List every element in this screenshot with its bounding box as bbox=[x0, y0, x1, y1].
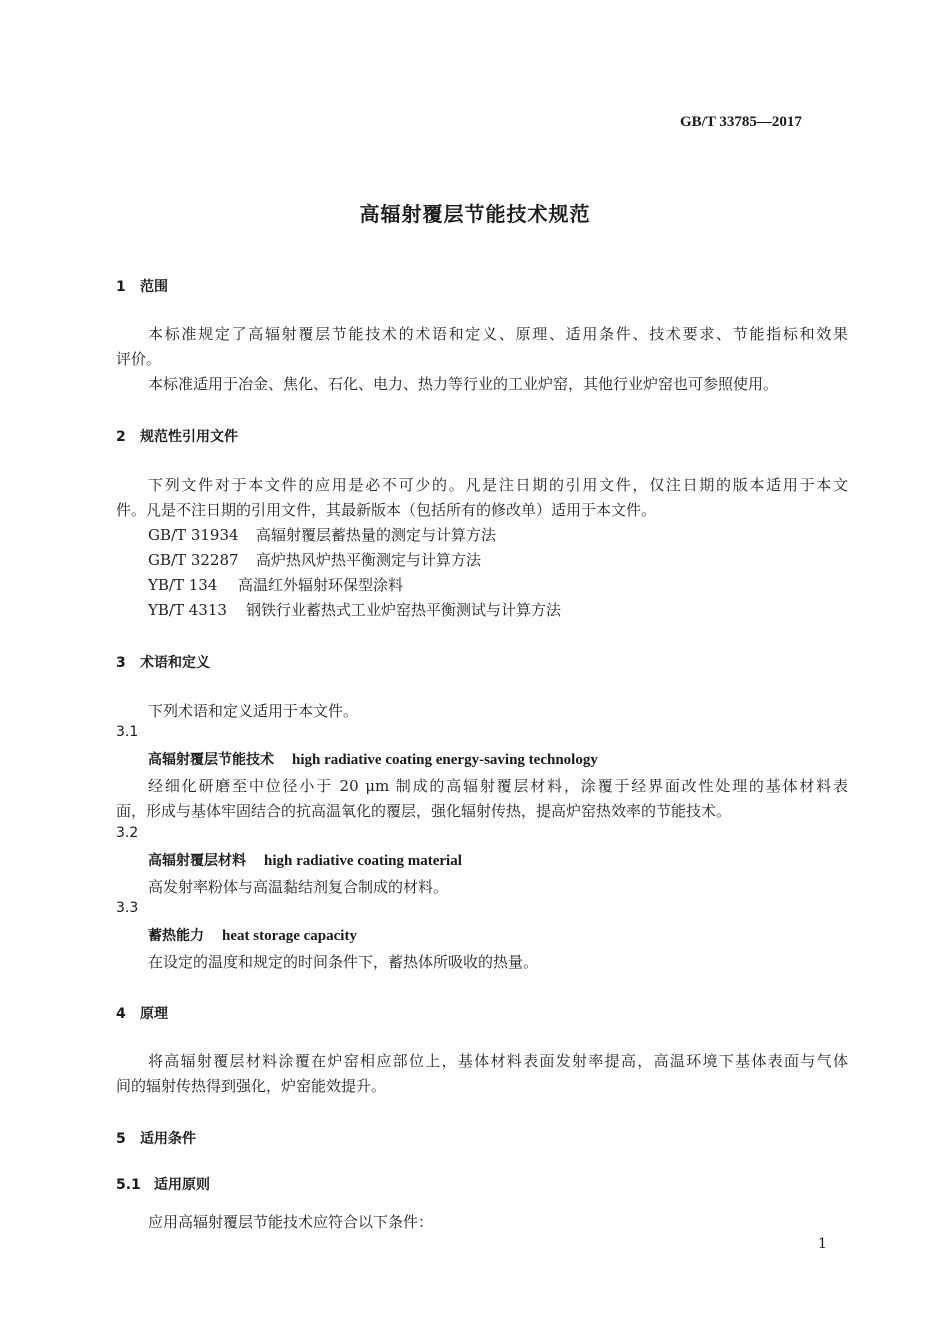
section-4-paragraph-line-2: 间的辐射传热得到强化，炉窑能效提升。 bbox=[116, 1077, 387, 1095]
reference-title: 高温红外辐射环保型涂料 bbox=[238, 576, 404, 594]
term-chinese: 高辐射覆层材料 bbox=[148, 853, 246, 869]
term-english: heat storage capacity bbox=[222, 928, 357, 944]
reference-code: YB/T 134 bbox=[148, 576, 218, 594]
reference-title: 高辐射覆层蓄热量的测定与计算方法 bbox=[256, 526, 497, 544]
section-title: 原理 bbox=[140, 1006, 168, 1022]
section-5-heading bbox=[116, 1128, 196, 1148]
term-definition-line-1: 经细化研磨至中位径小于 20 μm 制成的高辐射覆层材料，涂覆于经界面改性处理的基体材料表 bbox=[148, 777, 848, 795]
section-title: 范围 bbox=[140, 279, 168, 295]
reference-item bbox=[148, 573, 403, 598]
reference-code: GB/T 32287 bbox=[148, 551, 239, 569]
page-number: 1 bbox=[818, 1236, 827, 1252]
reference-item bbox=[148, 548, 481, 573]
section-1-paragraph-1-line-2: 评价。 bbox=[116, 350, 162, 368]
term-chinese: 蓄热能力 bbox=[148, 928, 204, 944]
term-heading bbox=[148, 850, 462, 870]
reference-title: 钢铁行业蓄热式工业炉窑热平衡测试与计算方法 bbox=[246, 601, 562, 619]
term-english: high radiative coating energy-saving technology bbox=[292, 752, 598, 768]
term-heading bbox=[148, 925, 357, 945]
term-heading bbox=[148, 749, 598, 769]
section-3-heading bbox=[116, 652, 210, 672]
subsection-number: 5.1 bbox=[116, 1177, 141, 1193]
term-definition: 在设定的温度和规定的时间条件下，蓄热体所吸收的热量。 bbox=[148, 953, 539, 971]
section-number: 3 bbox=[116, 655, 126, 671]
section-title: 适用条件 bbox=[140, 1131, 196, 1147]
section-number: 5 bbox=[116, 1131, 126, 1147]
reference-item bbox=[148, 523, 496, 548]
section-title: 规范性引用文件 bbox=[140, 429, 238, 445]
reference-item bbox=[148, 598, 561, 623]
section-4-paragraph-line-1: 将高辐射覆层材料涂覆在炉窑相应部位上，基体材料表面发射率提高，高温环境下基体表面与气体 bbox=[148, 1052, 848, 1070]
section-1-paragraph-2: 本标准适用于冶金、焦化、石化、电力、热力等行业的工业炉窑，其他行业炉窑也可参照使用。 bbox=[148, 375, 779, 393]
term-chinese: 高辐射覆层节能技术 bbox=[148, 752, 274, 768]
subsection-title: 适用原则 bbox=[154, 1177, 210, 1193]
subsection-5-1-paragraph: 应用高辐射覆层节能技术应符合以下条件： bbox=[148, 1213, 434, 1231]
document-title: 高辐射覆层节能技术规范 bbox=[359, 202, 591, 226]
section-1-heading bbox=[116, 276, 168, 296]
section-title: 术语和定义 bbox=[140, 655, 210, 671]
section-2-paragraph-line-2: 件。凡是不注日期的引用文件，其最新版本（包括所有的修改单）适用于本文件。 bbox=[116, 501, 657, 519]
section-1-paragraph-1-line-1: 本标准规定了高辐射覆层节能技术的术语和定义、原理、适用条件、技术要求、节能指标和效果 bbox=[148, 325, 848, 343]
section-3-intro: 下列术语和定义适用于本文件。 bbox=[148, 702, 359, 720]
reference-code: GB/T 31934 bbox=[148, 526, 239, 544]
term-definition-line-2: 面，形成与基体牢固结合的抗高温氧化的覆层，强化辐射传热，提高炉窑热效率的节能技术。 bbox=[116, 802, 732, 820]
term-number: 3.1 bbox=[116, 724, 139, 740]
standard-code: GB/T 33785—2017 bbox=[680, 114, 802, 130]
section-number: 2 bbox=[116, 429, 126, 445]
term-number: 3.3 bbox=[116, 900, 139, 916]
reference-title: 高炉热风炉热平衡测定与计算方法 bbox=[256, 551, 482, 569]
term-number: 3.2 bbox=[116, 825, 139, 841]
reference-code: YB/T 4313 bbox=[148, 601, 227, 619]
section-4-heading bbox=[116, 1003, 168, 1023]
term-definition: 高发射率粉体与高温黏结剂复合制成的材料。 bbox=[148, 878, 449, 896]
section-2-heading bbox=[116, 426, 238, 446]
section-number: 4 bbox=[116, 1006, 126, 1022]
subsection-5-1-heading bbox=[116, 1174, 210, 1194]
section-2-paragraph-line-1: 下列文件对于本文件的应用是必不可少的。凡是注日期的引用文件，仅注日期的版本适用于本文 bbox=[148, 476, 848, 494]
term-english: high radiative coating material bbox=[264, 853, 462, 869]
section-number: 1 bbox=[116, 279, 126, 295]
